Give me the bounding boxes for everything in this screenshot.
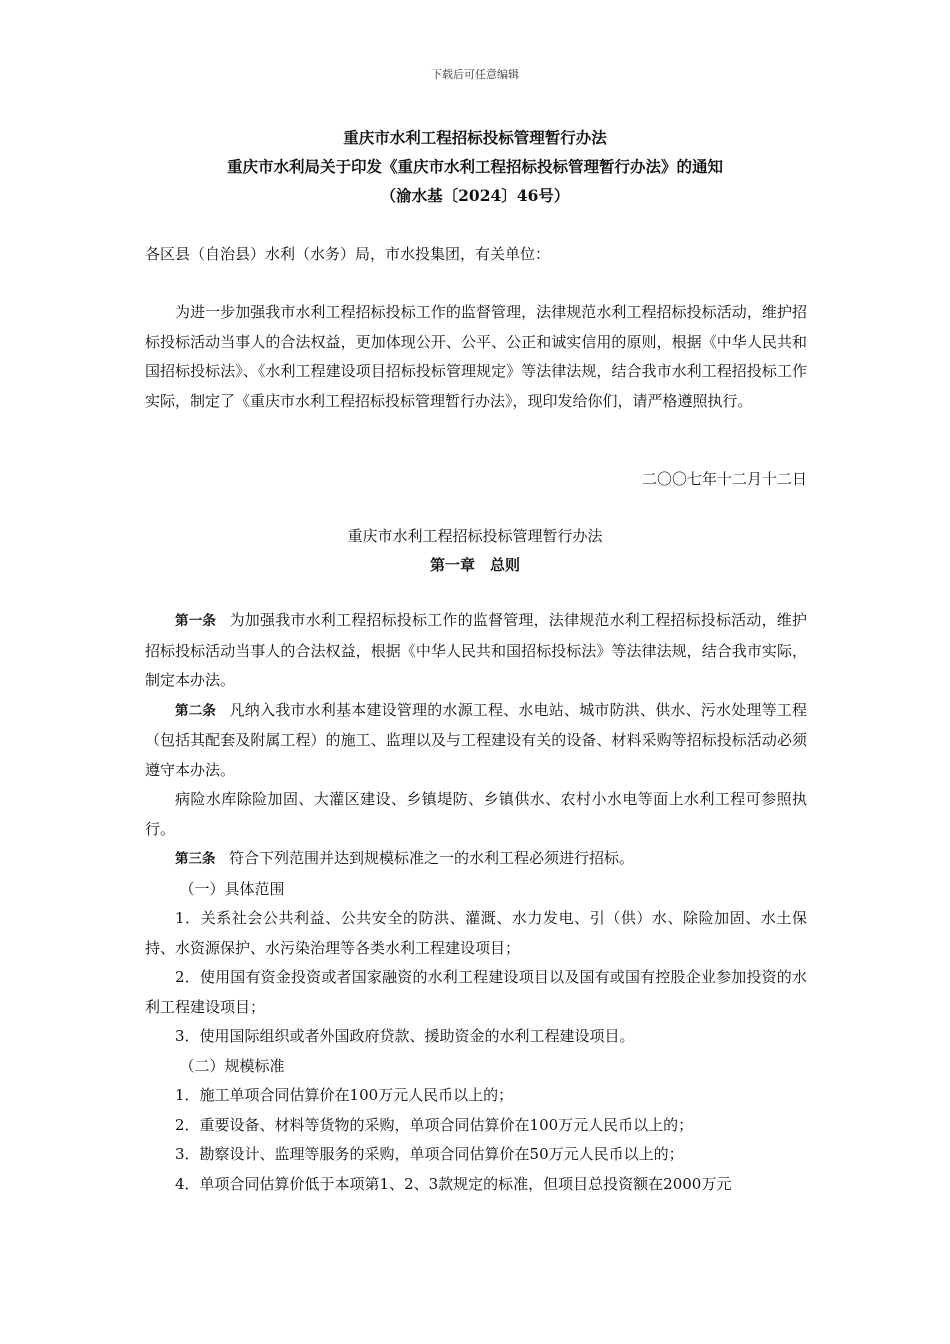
articles-section — [145, 606, 807, 1199]
article-1-number: 第一条 — [175, 613, 217, 629]
chapter-heading: 第一章 总则 — [429, 556, 520, 574]
intro-paragraph: 为进一步加强我市水利工程招标投标工作的监督管理，法律规范水利工程招标投标活动，维护招标投标活动当事人的合法权益，更加体现公开、公平、公正和诚实信用的原则，根据《中华人民共和国招标投标法》、《水利工程建设项目招标投标管理规定》等法律法规，结合我市水利工程招投标工作实际，制定了《重庆市水利工程招标投标管理暂行办法》，现印发给你们，请严格遵照执行。 — [145, 303, 807, 410]
scale-heading: （二）规模标准 — [179, 1056, 285, 1075]
title-line-3: （渝水基〔2024〕46号） — [380, 186, 570, 205]
regulation-title: 重庆市水利工程招标投标管理暂行办法 — [347, 527, 603, 545]
article-1-text: 为加强我市水利工程招标投标工作的监督管理，法律规范水利工程招标投标活动，维护招标投标活动当事人的合法权益，根据《中华人民共和国招标投标法》等法律法规，结合我市实际，制定本办法。 — [145, 611, 807, 689]
scope-item-3: 3．使用国际组织或者外国政府贷款、援助资金的水利工程建设项目。 — [175, 1027, 635, 1045]
title-line-1: 重庆市水利工程招标投标管理暂行办法 — [343, 128, 607, 147]
article-2 — [145, 696, 807, 786]
notice-title-block — [0, 123, 950, 210]
header-note: 下载后可任意编辑 — [431, 68, 519, 81]
scope-item-2: 2．使用国有资金投资或者国家融资的水利工程建设项目以及国有或国有控股企业参加投资的水利工程建设项目； — [145, 968, 807, 1016]
scale-item-3: 3．勘察设计、监理等服务的采购，单项合同估算价在50万元人民币以上的； — [175, 1145, 684, 1163]
scale-item-2: 2．重要设备、材料等货物的采购，单项合同估算价在100万元人民币以上的； — [175, 1115, 694, 1134]
article-1 — [145, 606, 807, 696]
salutation: 各区县（自治县）水利（水务）局，市水投集团，有关单位： — [145, 245, 551, 263]
scale-item-1: 1．施工单项合同估算价在100万元人民币以上的； — [175, 1086, 514, 1104]
article-3-text: 符合下列范围并达到规模标准之一的水利工程必须进行招标。 — [229, 849, 635, 867]
article-3 — [145, 844, 807, 875]
article-3-number: 第三条 — [175, 851, 216, 867]
issue-date: 二〇〇七年十二月十二日 — [641, 470, 807, 488]
title-line-2: 重庆市水利局关于印发《重庆市水利工程招标投标管理暂行办法》的通知 — [226, 157, 723, 176]
scale-item-4: 4．单项合同估算价低于本项第1、2、3款规定的标准，但项目总投资额在2000万元 — [175, 1174, 732, 1193]
regulation-heading — [0, 522, 950, 580]
article-2-paragraph-2: 病险水库除险加固、大灌区建设、乡镇堤防、乡镇供水、农村小水电等面上水利工程可参照执行。 — [145, 790, 807, 838]
scope-heading: （一）具体范围 — [179, 879, 285, 898]
scope-item-1: 1．关系社会公共利益、公共安全的防洪、灌溉、水力发电、引（供）水、除险加固、水土保持、水资源保护、水污染治理等各类水利工程建设项目； — [145, 909, 807, 957]
article-2-number: 第二条 — [175, 702, 217, 719]
article-2-text: 凡纳入我市水利基本建设管理的水源工程、水电站、城市防洪、供水、污水处理等工程（包括其配套及附属工程）的施工、监理以及与工程建设有关的设备、材料采购等招标投标活动必须遵守本办法。 — [145, 700, 807, 779]
